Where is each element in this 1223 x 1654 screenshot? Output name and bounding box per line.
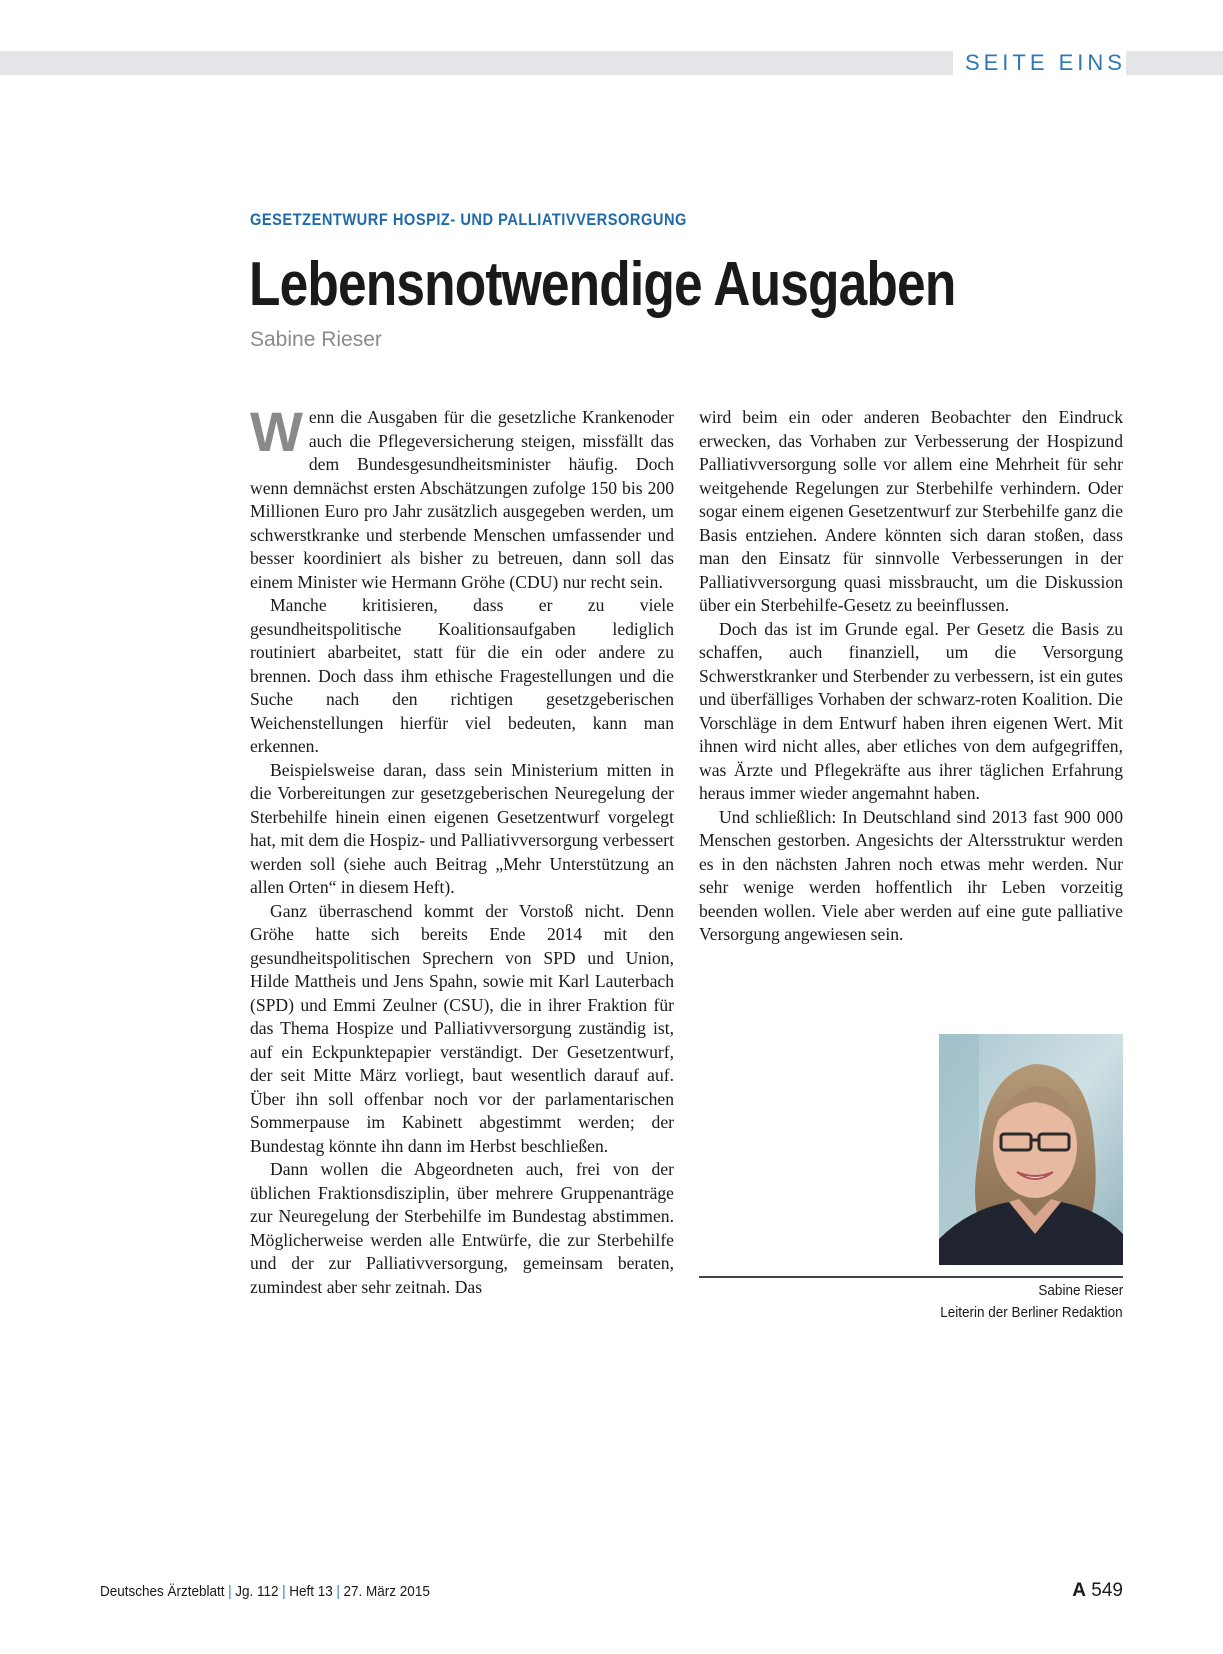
footer-publication-info: [100, 1583, 430, 1600]
footer-issue: Heft 13: [289, 1583, 333, 1600]
article-paragraph: Und schließlich: In Deutschland sind 2013 fast 900 000 Menschen gestorben. Angesichts der Altersstruktur werden es in den nächsten Jahren noch etwas mehr werden. Nur sehr wenige werden hoffentlich ihr Leben vorzeitig beenden wollen. Viele aber werden auf eine gute palliative Versorgung angewiesen sein.: [699, 806, 1123, 944]
author-portrait-photo: [939, 1034, 1123, 1265]
caption-name: Sabine Rieser: [1038, 1282, 1123, 1299]
page-prefix: A: [1072, 1580, 1087, 1601]
page-number: [1072, 1580, 1123, 1602]
page-number-value: 549: [1091, 1580, 1123, 1601]
article-paragraph: Manche kritisieren, dass er zu viele gesundheitspolitische Koalitionsaufgaben lediglich routiniert abarbeitet, statt für die ein oder andere zu brennen. Doch dass ihm ethische Fragestellungen und die Suche nach den richtigen gesetzgeberischen Weichenstellungen hierfür viel bedeuten, kann man erkennen.: [250, 595, 674, 756]
article-headline: Lebensnotwendige Ausgaben: [249, 250, 956, 319]
caption-divider: [699, 1276, 1123, 1278]
article-paragraph: Doch das ist im Grunde egal. Per Gesetz die Basis zu schaffen, auch finanziell, um die Versorgung Schwerstkranker und Sterbender zu verbessern, ist ein gutes und überfälliges Vorhaben der schwarz-roten Koalition. Die Vorschläge in dem Entwurf haben ihren eigenen Wert. Mit ihnen wird nicht alles, aber etliches von dem aufgegriffen, was Ärzte und Pflegekräfte aus ihrer täglichen Erfahrung heraus immer wieder angemahnt haben.: [699, 618, 1123, 803]
article-paragraph: [250, 400, 674, 594]
article-paragraph: Dann wollen die Abgeordneten auch, frei von der üblichen Fraktionsdisziplin, über mehrere Gruppenanträge zur Neuregelung der Sterbehilfe im Bundestag abstimmen. Möglicherweise werden alle Entwürfe, die zur Sterbehilfe und der zur Palliativversorgung, gemeinsam beraten, zumindest aber sehr zeitnah. Das: [250, 1159, 674, 1297]
article-paragraph: Ganz überraschend kommt der Vorstoß nicht. Denn Gröhe hatte sich bereits Ende 2014 mit den gesundheitspolitischen Sprechern von SPD und Union, Hilde Mattheis und Jens Spahn, sowie mit Karl Lauterbach (SPD) und Emmi Zeulner (CSU), die in ihrer Fraktion für das Thema Hospize und Palliativversorgung zuständig ist, auf ein Eckpunktepapier verständigt. Der Gesetzentwurf, der seit Mitte März vorliegt, baut wesentlich darauf auf. Über ihn soll offenbar noch vor der parlamentarischen Sommerpause im Kabinett abgestimmt werden; der Bundestag könnte ihn dann im Herbst beschließen.: [250, 900, 674, 1156]
footer-separator: |: [282, 1583, 286, 1600]
drop-cap: W: [250, 400, 303, 463]
paragraph-text: enn die Ausgaben für die gesetzliche Krankenoder auch die Pflegeversicherung steigen, missfällt das dem Bundesgesundheitsminister häufig. Doch wenn demnächst ersten Abschätzungen zufolge 150 bis 200 Millionen Euro pro Jahr zusätzlich ausgegeben werden, um schwerstkranke und sterbende Menschen umfassender und besser koordiniert als bisher zu betreuen, dann soll das einem Minister wie Hermann Gröhe (CDU) nur recht sein.: [250, 407, 674, 592]
article-column-right: [699, 406, 1123, 947]
footer-separator: |: [336, 1583, 340, 1600]
article-paragraph: Beispielsweise daran, dass sein Ministerium mitten in die Vorbereitungen zur gesetzgeberischen Neuregelung der Sterbehilfe hinein einen eigenen Gesetzentwurf vorgelegt hat, mit dem die Hospiz- und Palliativversorgung verbessert werden soll (siehe auch Beitrag „Mehr Unterstützung an allen Orten“ in diesem Heft).: [250, 759, 674, 897]
section-label: SEITE EINS: [953, 48, 1126, 78]
article-column-left: [250, 400, 674, 1299]
footer-journal: Deutsches Ärzteblatt: [100, 1583, 225, 1600]
article-kicker: GESETZENTWURF HOSPIZ- UND PALLIATIVVERSORGUNG: [250, 210, 687, 229]
caption-role: Leiterin der Berliner Redaktion: [940, 1304, 1123, 1321]
article-paragraph: wird beim ein oder anderen Beobachter den Eindruck erwecken, das Vorhaben zur Verbesserung der Hospizund Palliativversorgung solle vor allem eine Mehrheit für sehr weitgehende Regelungen zur Sterbehilfe verhindern. Oder sogar einem eigenen Gesetzentwurf zur Sterbehilfe ganz die Basis entziehen. Andere könnten sich daran stoßen, dass man den Einsatz für sinnvolle Verbesserungen in der Palliativversorgung quasi missbraucht, um die Diskussion über ein Sterbehilfe-Gesetz zu beeinflussen.: [699, 407, 1123, 615]
article-author: Sabine Rieser: [250, 328, 382, 351]
footer-volume: Jg. 112: [235, 1583, 279, 1600]
footer-separator: |: [228, 1583, 232, 1600]
footer-date: 27. März 2015: [343, 1583, 430, 1600]
